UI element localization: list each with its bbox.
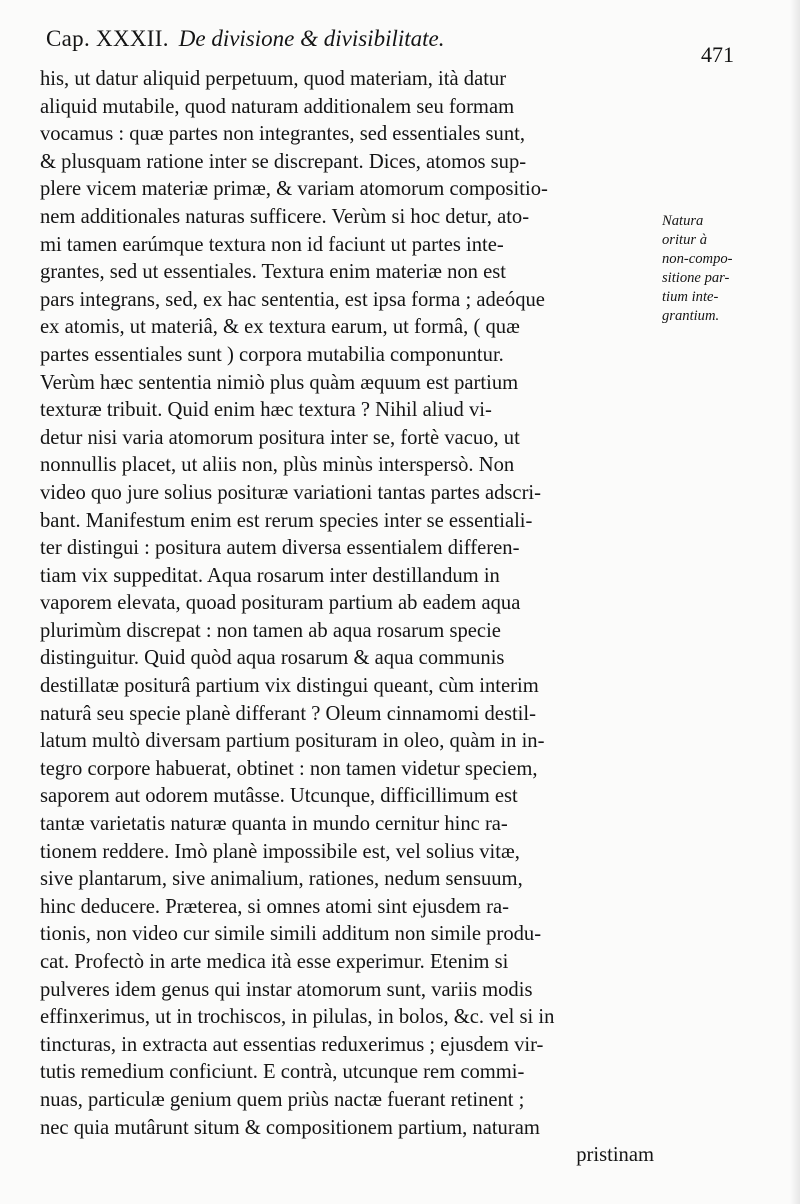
marginal-note-line: sitione par- bbox=[662, 270, 730, 286]
text-line: plere vicem materiæ primæ, & variam atomorum compositio- bbox=[40, 178, 548, 201]
marginal-note-line: grantium. bbox=[662, 308, 720, 324]
text-line: vaporem elevata, quoad posituram partium ab eadem aqua bbox=[40, 592, 521, 615]
text-line: tantæ varietatis naturæ quanta in mundo cernitur hinc ra- bbox=[40, 813, 508, 836]
text-line: his, ut datur aliquid perpetuum, quod materiam, ità datur bbox=[40, 68, 507, 90]
page-header bbox=[46, 22, 786, 67]
body-text bbox=[40, 66, 654, 1170]
text-line: distinguitur. Quid quòd aqua rosarum & aqua communis bbox=[40, 647, 505, 670]
text-line: Verùm hæc sententia nimiò plus quàm æquum est partium bbox=[40, 371, 519, 394]
text-line: naturâ seu specie planè differant ? Oleum cinnamomi destil- bbox=[40, 702, 536, 725]
marginal-note-line: oritur à bbox=[662, 232, 708, 248]
text-line: destillatæ positurâ partium vix distingui queant, cùm interim bbox=[40, 675, 539, 698]
page-number: 471 bbox=[701, 42, 734, 67]
chapter-topic: De divisione & divisibilitate. bbox=[178, 26, 445, 51]
text-line: nuas, particulæ genium quem priùs nactæ fuerant retinent ; bbox=[40, 1088, 525, 1111]
page-edge-shadow bbox=[790, 0, 800, 1204]
text-line: & plusquam ratione inter se discrepant. Dices, atomos sup- bbox=[40, 150, 527, 173]
text-line: tiam vix suppeditat. Aqua rosarum inter destillandum in bbox=[40, 564, 500, 587]
text-line: nem additionales naturas sufficere. Verùm si hoc detur, ato- bbox=[40, 205, 530, 228]
text-line: pulveres idem genus qui instar atomorum sunt, variis modis bbox=[40, 978, 533, 1001]
text-line: aliquid mutabile, quod naturam additionalem seu formam bbox=[40, 95, 515, 118]
text-line: nonnullis placet, ut aliis non, plùs minùs interspersò. Non bbox=[40, 454, 515, 477]
chapter-label: Cap. XXXII. bbox=[46, 26, 169, 51]
text-line: ex atomis, ut materiâ, & ex textura earum, ut formâ, ( quæ bbox=[40, 316, 520, 339]
text-line: latum multò diversam partium posituram in oleo, quàm in in- bbox=[40, 730, 545, 753]
text-line: video quo jure solius posituræ variationi tantas partes adscri- bbox=[40, 481, 542, 504]
text-line: sive plantarum, sive animalium, rationes, nedum sensuum, bbox=[40, 868, 523, 891]
text-line: vocamus : quæ partes non integrantes, sed essentiales sunt, bbox=[40, 123, 525, 146]
text-line: tionis, non video cur simile simili additum non simile produ- bbox=[40, 923, 542, 946]
text-line: effinxerimus, ut in trochiscos, in pilulas, in bolos, &c. vel si in bbox=[40, 1006, 555, 1029]
text-line: tionem reddere. Imò planè impossibile est, vel solius vitæ, bbox=[40, 840, 520, 863]
text-line: tincturas, in extracta aut essentias reduxerimus ; ejusdem vir- bbox=[40, 1033, 544, 1056]
marginal-note-line: Natura bbox=[662, 213, 704, 229]
text-line: ter distingui : positura autem diversa essentialem differen- bbox=[40, 537, 520, 560]
text-line: pars integrans, sed, ex hac sententia, est ipsa forma ; adeóque bbox=[40, 288, 545, 311]
marginal-note-line: non-compo- bbox=[662, 251, 733, 267]
text-line: bant. Manifestum enim est rerum species inter se essentiali- bbox=[40, 509, 533, 532]
text-line: cat. Profectò in arte medica ità esse experimur. Etenim si bbox=[40, 951, 509, 973]
text-line: nec quia mutârunt situm & compositionem partium, naturam bbox=[40, 1116, 540, 1139]
catchword: pristinam bbox=[576, 1144, 654, 1167]
text-line: grantes, sed ut essentiales. Textura enim materiæ non est bbox=[40, 261, 506, 284]
text-line: hinc deducere. Præterea, si omnes atomi sint ejusdem ra- bbox=[40, 895, 509, 918]
text-line: partes essentiales sunt ) corpora mutabilia componuntur. bbox=[40, 343, 504, 366]
text-line: detur nisi varia atomorum positura inter se, fortè vacuo, ut bbox=[40, 426, 520, 449]
text-line: tutis remedium conficiunt. E contrà, utcunque rem commi- bbox=[40, 1061, 525, 1084]
running-head bbox=[46, 26, 445, 52]
marginal-note bbox=[662, 212, 792, 326]
text-line: texturæ tribuit. Quid enim hæc textura ? Nihil aliud vi- bbox=[40, 399, 492, 422]
text-line: plurimùm discrepat : non tamen ab aqua rosarum specie bbox=[40, 619, 501, 642]
text-line: mi tamen earúmque textura non id faciunt ut partes inte- bbox=[40, 233, 504, 256]
text-line: tegro corpore habuerat, obtinet : non tamen videtur speciem, bbox=[40, 757, 538, 780]
marginal-note-line: tium inte- bbox=[662, 289, 719, 305]
text-line: saporem aut odorem mutâsse. Utcunque, difficillimum est bbox=[40, 785, 518, 808]
